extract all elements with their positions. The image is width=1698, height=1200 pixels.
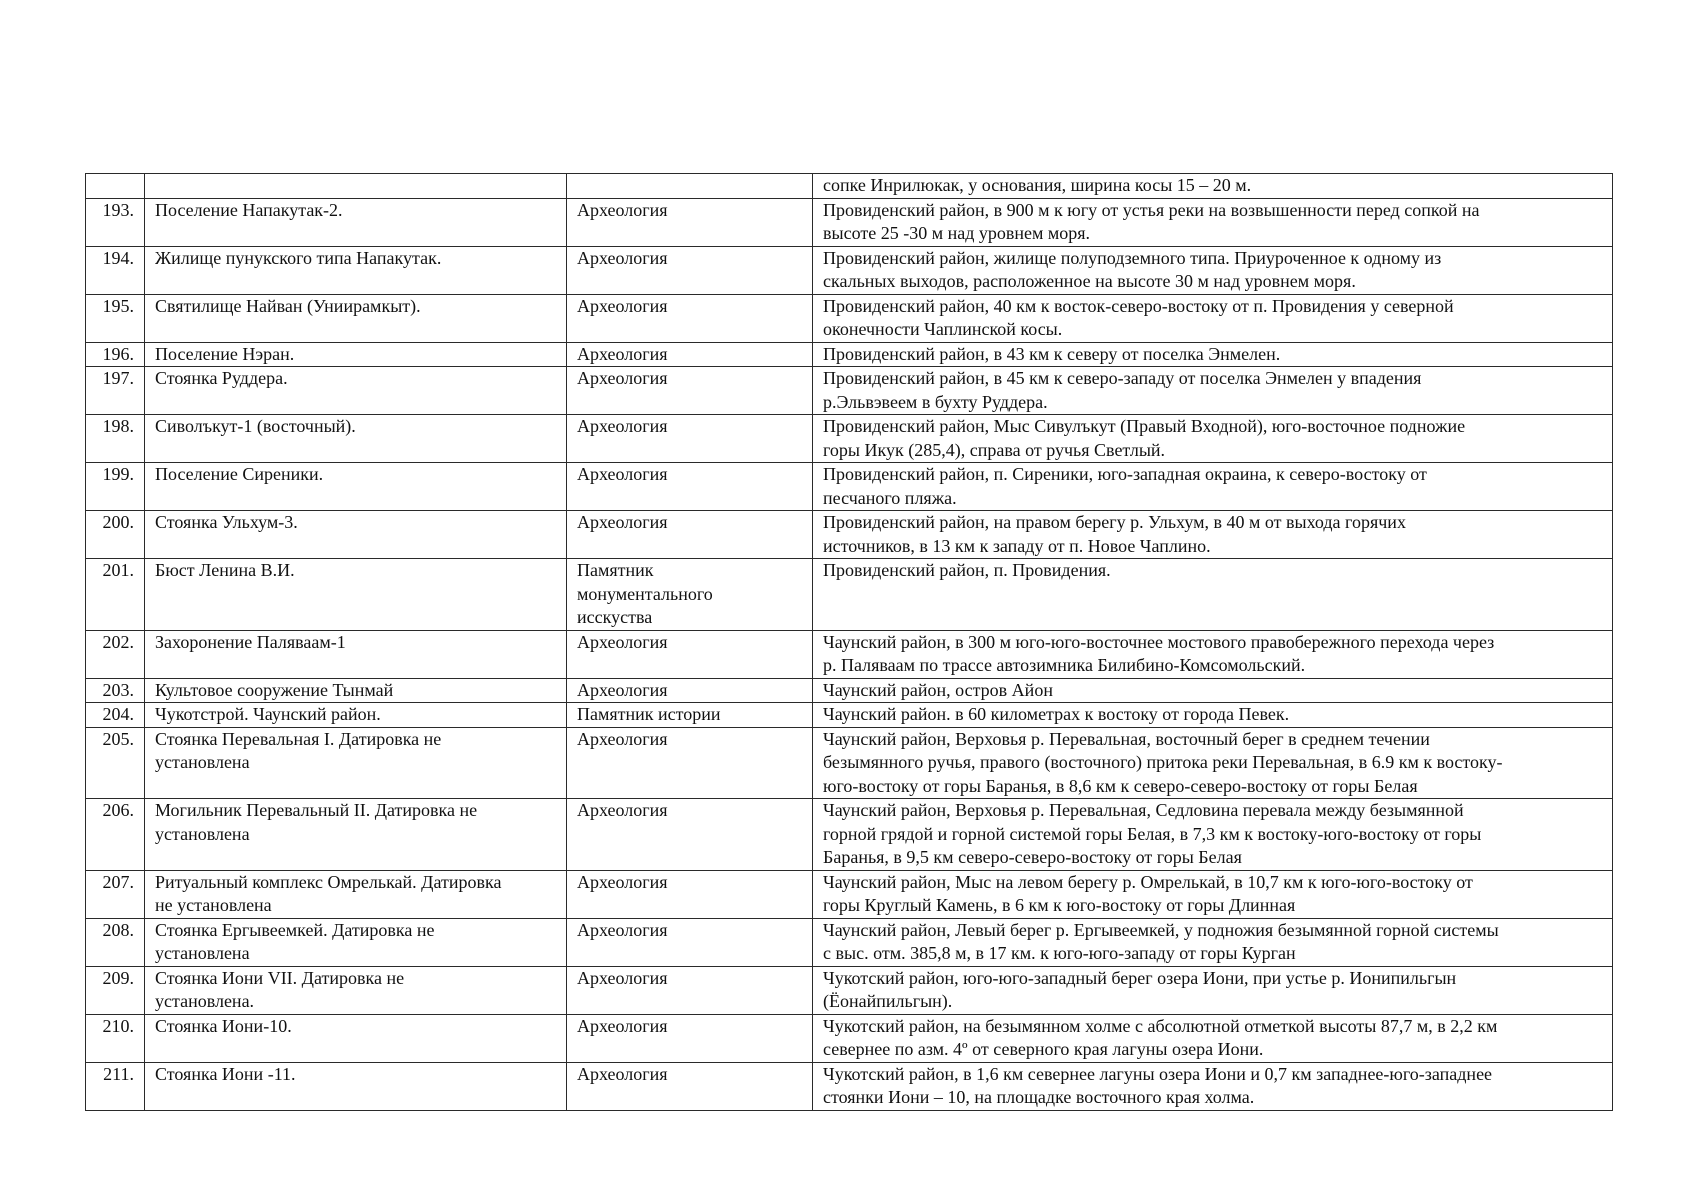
object-name: Жилище пунукского типа Напакутак. [145, 246, 567, 294]
table-row [86, 246, 1613, 294]
table-row [86, 367, 1613, 415]
row-number: 204. [86, 703, 145, 728]
object-type: Археология [567, 630, 813, 678]
object-location: Провиденский район, в 43 км к северу от поселка Энмелен. [813, 342, 1613, 367]
object-location: Чаунский район, Левый берег р. Ергывеемкей, у подножия безымянной горной системы с выс. отм. 385,8 м, в 17 км. к юго-юго-западу от горы Курган [813, 918, 1613, 966]
object-name: Стоянка Ульхум-3. [145, 511, 567, 559]
object-location: Провиденский район, в 45 км к северо-западу от поселка Энмелен у впадения р.Эльвэвеем в бухту Руддера. [813, 367, 1613, 415]
row-number: 208. [86, 918, 145, 966]
table-row [86, 966, 1613, 1014]
table-row [86, 294, 1613, 342]
object-name: Чукотстрой. Чаунский район. [145, 703, 567, 728]
object-name: Ритуальный комплекс Омрелькай. Датировка не установлена [145, 870, 567, 918]
row-number: 199. [86, 463, 145, 511]
row-number [86, 174, 145, 199]
object-type: Археология [567, 367, 813, 415]
row-number: 200. [86, 511, 145, 559]
object-type: Археология [567, 1062, 813, 1110]
object-location: Чукотский район, юго-юго-западный берег озера Иони, при устье р. Ионипильгын (Ёонайпильгын). [813, 966, 1613, 1014]
table-row [86, 511, 1613, 559]
row-number: 197. [86, 367, 145, 415]
object-type: Археология [567, 870, 813, 918]
table-row [86, 559, 1613, 631]
object-name: Стоянка Иони -11. [145, 1062, 567, 1110]
object-name: Могильник Перевальный II. Датировка не установлена [145, 799, 567, 871]
object-type [567, 174, 813, 199]
object-location: Чаунский район, остров Айон [813, 678, 1613, 703]
object-type: Археология [567, 966, 813, 1014]
row-number: 211. [86, 1062, 145, 1110]
row-number: 201. [86, 559, 145, 631]
table-row [86, 463, 1613, 511]
row-number: 194. [86, 246, 145, 294]
object-location: Чукотский район, на безымянном холме с абсолютной отметкой высоты 87,7 м, в 2,2 км севернее по азм. 4º от северного края лагуны озера Иони. [813, 1014, 1613, 1062]
object-name: Поселение Нэран. [145, 342, 567, 367]
object-name: Стоянка Иони-10. [145, 1014, 567, 1062]
row-number: 202. [86, 630, 145, 678]
table-row [86, 174, 1613, 199]
object-type: Археология [567, 799, 813, 871]
monuments-table-body [86, 174, 1613, 1111]
row-number: 203. [86, 678, 145, 703]
object-type: Археология [567, 342, 813, 367]
object-name: Стоянка Перевальная I. Датировка не установлена [145, 727, 567, 799]
table-row [86, 703, 1613, 728]
row-number: 207. [86, 870, 145, 918]
table-row [86, 198, 1613, 246]
object-location: Провиденский район, в 900 м к югу от устья реки на возвышенности перед сопкой на высоте 25 -30 м над уровнем моря. [813, 198, 1613, 246]
row-number: 205. [86, 727, 145, 799]
row-number: 198. [86, 415, 145, 463]
object-location: Чаунский район. в 60 километрах к востоку от города Певек. [813, 703, 1613, 728]
table-row [86, 1062, 1613, 1110]
row-number: 195. [86, 294, 145, 342]
row-number: 210. [86, 1014, 145, 1062]
row-number: 206. [86, 799, 145, 871]
object-type: Памятник монументального исскуства [567, 559, 813, 631]
object-location: Провиденский район, 40 км к восток-северо-востоку от п. Провидения у северной оконечности Чаплинской косы. [813, 294, 1613, 342]
object-type: Памятник истории [567, 703, 813, 728]
object-type: Археология [567, 727, 813, 799]
object-type: Археология [567, 294, 813, 342]
object-name: Стоянка Руддера. [145, 367, 567, 415]
object-name: Стоянка Ергывеемкей. Датировка не установлена [145, 918, 567, 966]
object-location: Чаунский район, Мыс на левом берегу р. Омрелькай, в 10,7 км к юго-юго-востоку от горы Круглый Камень, в 6 км к юго-востоку от горы Длинная [813, 870, 1613, 918]
object-type: Археология [567, 246, 813, 294]
object-name: Стоянка Иони VII. Датировка не установлена. [145, 966, 567, 1014]
table-row [86, 630, 1613, 678]
object-type: Археология [567, 198, 813, 246]
table-row [86, 342, 1613, 367]
object-location: Провиденский район, на правом берегу р. Ульхум, в 40 м от выхода горячих источников, в 13 км к западу от п. Новое Чаплино. [813, 511, 1613, 559]
object-type: Археология [567, 1014, 813, 1062]
object-name: Сиволъкут-1 (восточный). [145, 415, 567, 463]
object-type: Археология [567, 918, 813, 966]
table-row [86, 678, 1613, 703]
object-location: Чаунский район, Верховья р. Перевальная, Седловина перевала между безымянной горной грядой и горной системой горы Белая, в 7,3 км к востоку-юго-востоку от горы Баранья, в 9,5 км северо-северо-востоку от горы Белая [813, 799, 1613, 871]
object-name: Святилище Найван (Униирамкыт). [145, 294, 567, 342]
object-name: Захоронение Паляваам-1 [145, 630, 567, 678]
table-row [86, 415, 1613, 463]
table-row [86, 1014, 1613, 1062]
object-location: Чаунский район, Верховья р. Перевальная, восточный берег в среднем течении безымянного ручья, правого (восточного) притока реки Перевальная, в 6.9 км к востоку- юго-востоку от горы Баранья, в 8,6 км к северо-северо-востоку от горы Белая [813, 727, 1613, 799]
object-type: Археология [567, 678, 813, 703]
object-name: Бюст Ленина В.И. [145, 559, 567, 631]
object-type: Археология [567, 463, 813, 511]
object-location: Чаунский район, в 300 м юго-юго-восточнее мостового правобережного перехода через р. Паляваам по трассе автозимника Билибино-Комсомольский. [813, 630, 1613, 678]
object-location: Провиденский район, п. Провидения. [813, 559, 1613, 631]
object-type: Археология [567, 511, 813, 559]
object-name: Поселение Напакутак-2. [145, 198, 567, 246]
object-location: Провиденский район, п. Сиреники, юго-западная окраина, к северо-востоку от песчаного пляжа. [813, 463, 1613, 511]
row-number: 196. [86, 342, 145, 367]
row-number: 193. [86, 198, 145, 246]
object-location: Чукотский район, в 1,6 км севернее лагуны озера Иони и 0,7 км западнее-юго-западнее стоянки Иони – 10, на площадке восточного края холма. [813, 1062, 1613, 1110]
object-type: Археология [567, 415, 813, 463]
object-name: Поселение Сиреники. [145, 463, 567, 511]
object-name [145, 174, 567, 199]
object-location: Провиденский район, жилище полуподземного типа. Приуроченное к одному из скальных выходов, расположенное на высоте 30 м над уровнем моря. [813, 246, 1613, 294]
table-row [86, 870, 1613, 918]
table-row [86, 727, 1613, 799]
row-number: 209. [86, 966, 145, 1014]
object-location: Провиденский район, Мыс Сивулъкут (Правый Входной), юго-восточное подножие горы Икук (285,4), справа от ручья Светлый. [813, 415, 1613, 463]
monuments-table [85, 173, 1613, 1111]
table-row [86, 799, 1613, 871]
object-location: сопке Инрилюкак, у основания, ширина косы 15 – 20 м. [813, 174, 1613, 199]
table-row [86, 918, 1613, 966]
object-name: Культовое сооружение Тынмай [145, 678, 567, 703]
